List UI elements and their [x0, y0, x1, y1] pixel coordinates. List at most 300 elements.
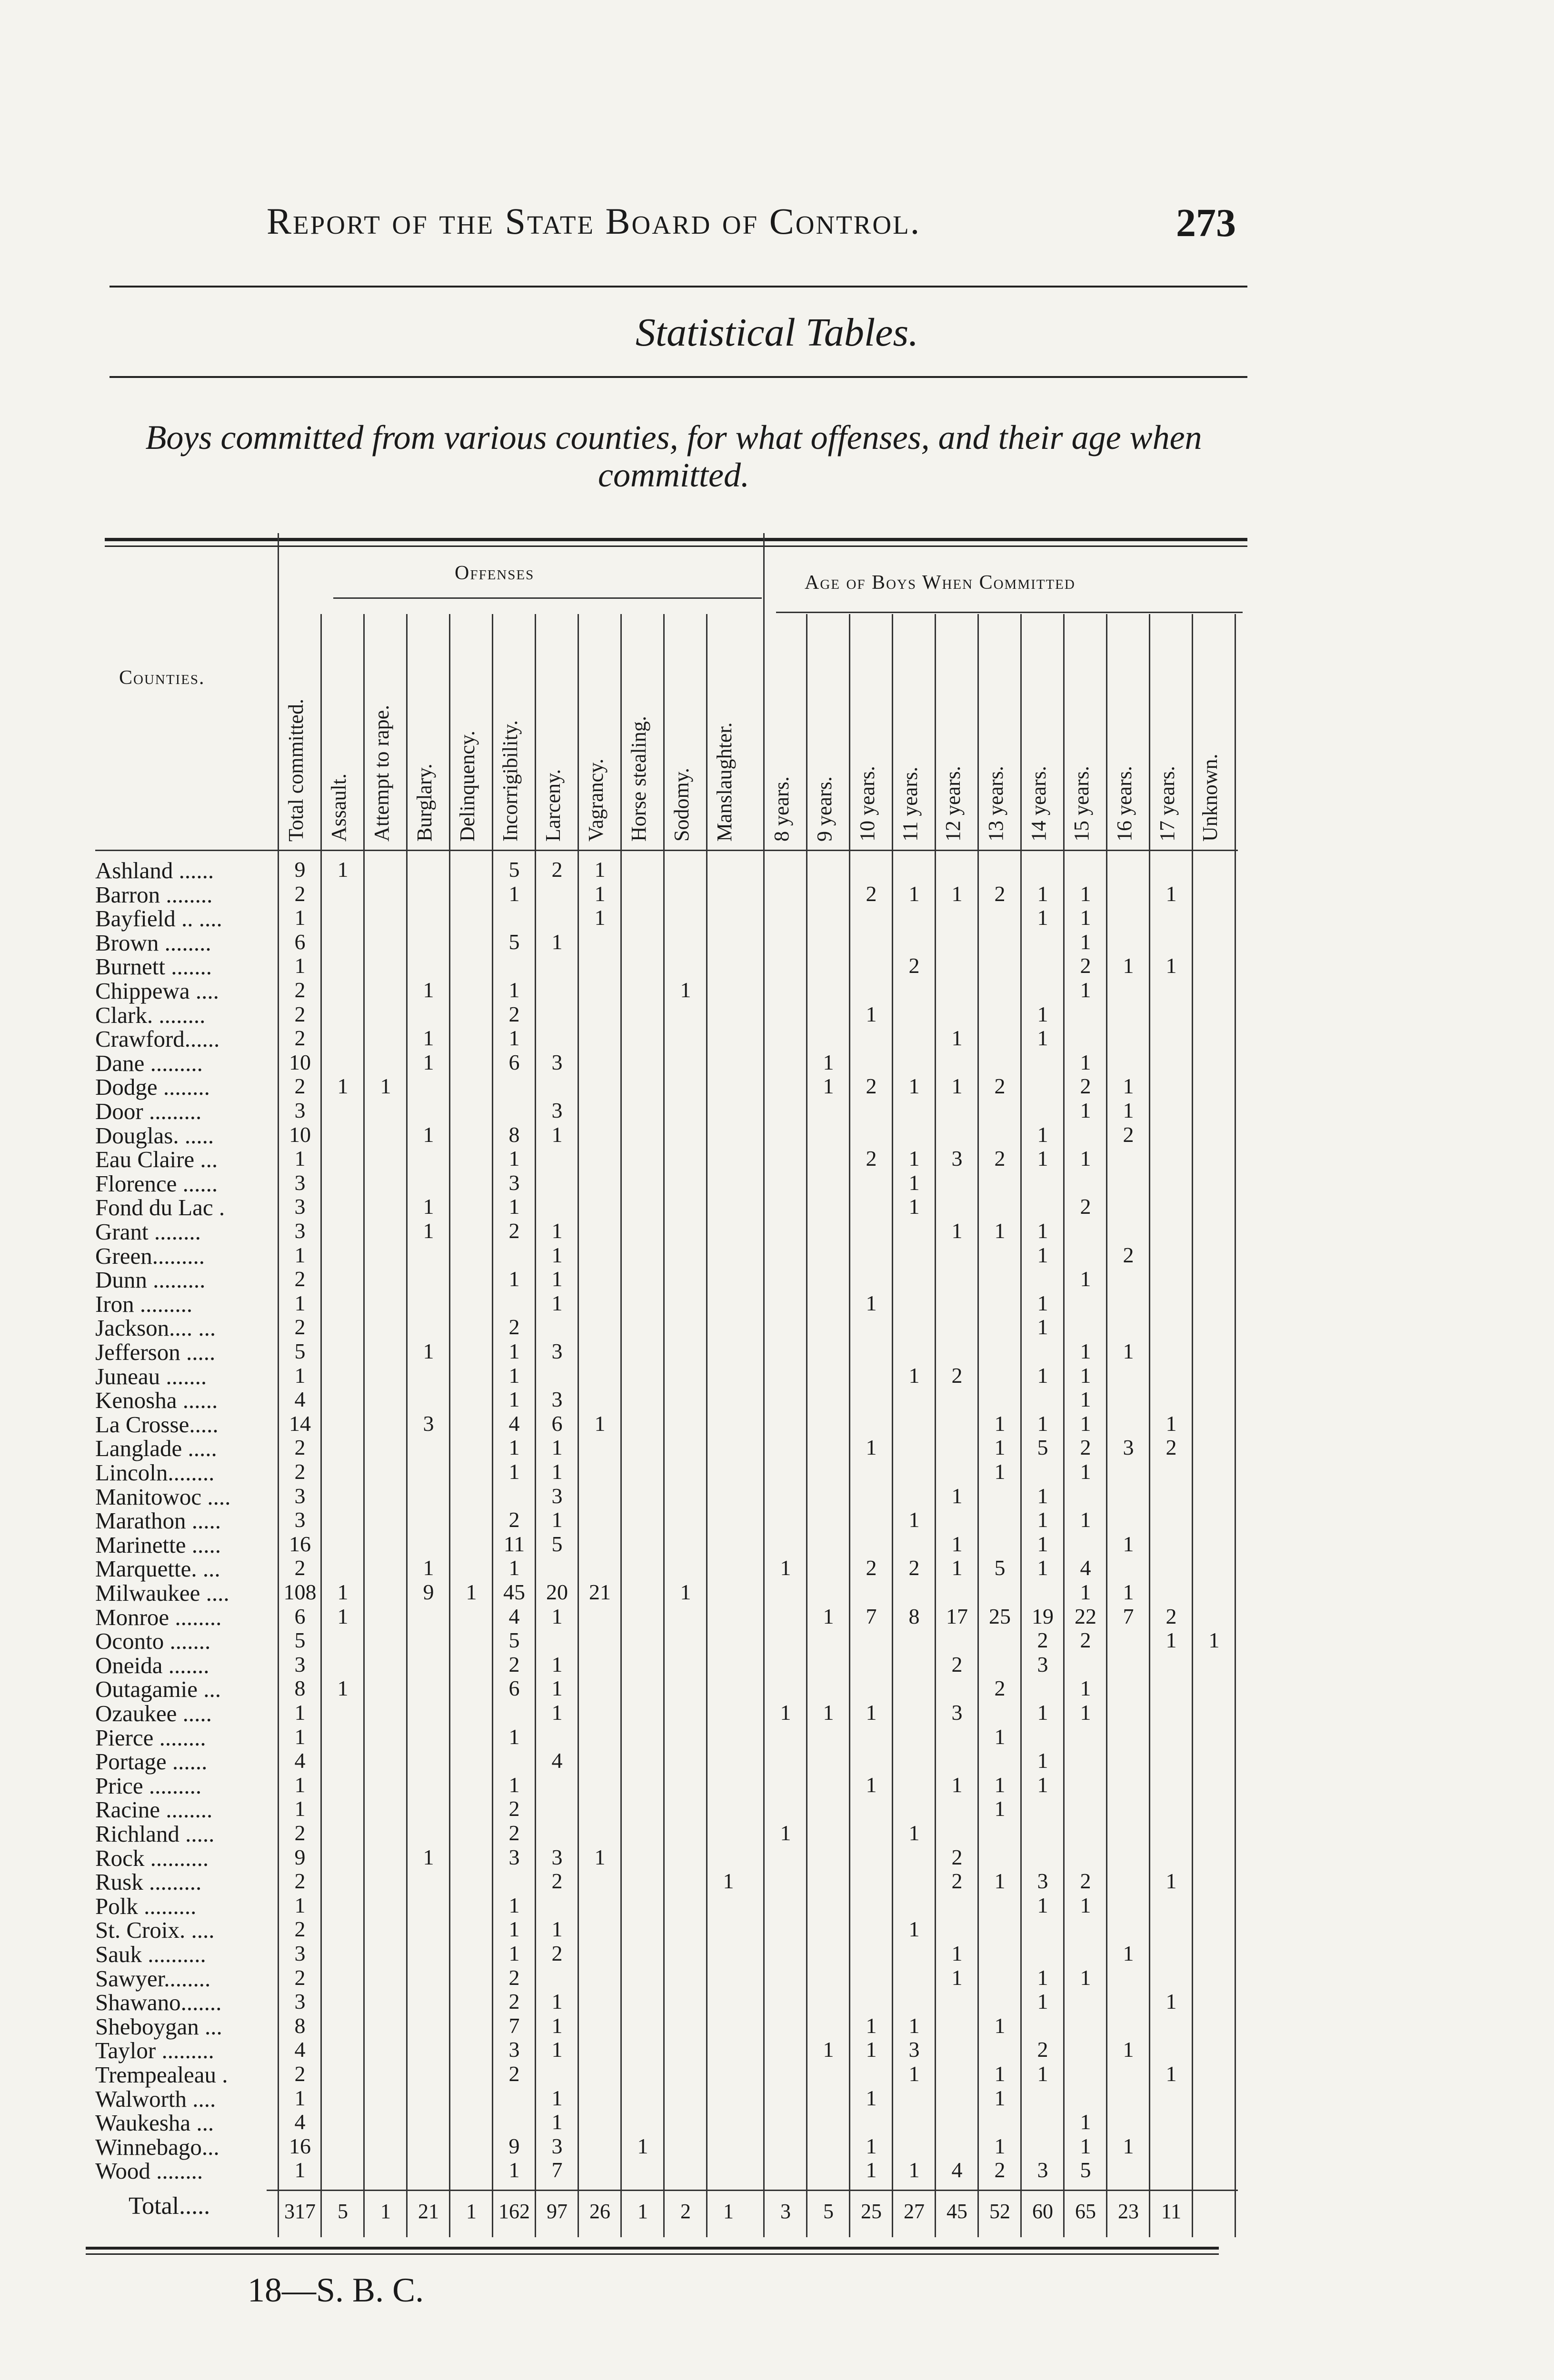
table-cell: 4	[294, 1748, 306, 1773]
county-name: Dane .........	[95, 1050, 203, 1076]
table-cell: 2	[994, 1074, 1006, 1099]
table-cell: 1	[1123, 953, 1134, 978]
table-cell: 5	[994, 1556, 1006, 1580]
table-cell: 6	[294, 929, 306, 954]
table-cell: 2	[1080, 1435, 1091, 1460]
county-name: Green.........	[95, 1242, 205, 1269]
column-rule	[663, 614, 665, 2237]
table-cell: 1	[1037, 1507, 1048, 1532]
county-name: Trempealeau .	[95, 2062, 228, 2088]
column-header-label: Incorrigibility.	[498, 720, 522, 842]
table-cell: 1	[594, 1411, 606, 1436]
total-cell: 25	[861, 2200, 882, 2223]
table-cell: 2	[294, 1917, 306, 1942]
table-cell: 1	[1037, 1363, 1048, 1388]
table-cell: 2	[294, 1965, 306, 1990]
table-cell: 1	[551, 2085, 563, 2110]
total-cell: 11	[1161, 2200, 1182, 2223]
county-name: Burnett .......	[95, 953, 212, 980]
table-cell: 1	[1037, 1483, 1048, 1508]
table-cell: 1	[866, 2085, 877, 2110]
table-cell: 2	[294, 1869, 306, 1894]
table-cell: 1	[1166, 953, 1177, 978]
table-cell: 6	[294, 1604, 306, 1628]
table-cell: 1	[1166, 2062, 1177, 2086]
table-cell: 1	[866, 1700, 877, 1725]
county-name: Richland .....	[95, 1821, 215, 1847]
table-cell: 1	[508, 1026, 520, 1051]
table-bottom-rule	[86, 2247, 1219, 2250]
table-cell: 1	[908, 1917, 920, 1942]
column-header-label: 13 years.	[984, 766, 1007, 842]
ages-group-header: Age of Boys When Committed	[805, 572, 1076, 594]
table-cell: 9	[294, 1844, 306, 1869]
total-cell: 1	[638, 2200, 648, 2223]
table-cell: 2	[866, 1074, 877, 1099]
table-cell: 2	[294, 881, 306, 906]
table-cell: 1	[508, 1917, 520, 1942]
table-cell: 2	[508, 1796, 520, 1821]
county-name: Jefferson .....	[95, 1339, 216, 1365]
column-rule	[849, 614, 850, 2237]
table-cell: 1	[908, 1821, 920, 1845]
table-cell: 1	[908, 1170, 920, 1195]
table-cell: 22	[1075, 1604, 1096, 1628]
table-cell: 1	[1080, 929, 1091, 954]
table-cell: 1	[508, 1267, 520, 1291]
table-cell: 2	[294, 2062, 306, 2086]
table-cell: 1	[594, 1844, 606, 1869]
table-cell: 1	[551, 1989, 563, 2014]
table-cell: 2	[508, 1507, 520, 1532]
table-cell: 3	[1037, 1652, 1048, 1676]
table-cell: 1	[508, 1339, 520, 1363]
table-cell: 1	[1037, 1748, 1048, 1773]
table-cell: 1	[508, 2158, 520, 2182]
table-cell: 2	[508, 1219, 520, 1243]
county-name: Barron ........	[95, 881, 213, 908]
table-cell: 1	[337, 1580, 349, 1604]
table-cell: 1	[551, 1242, 563, 1267]
table-cell: 1	[294, 953, 306, 978]
column-header-label: Total committed.	[284, 699, 308, 842]
table-cell: 1	[908, 1363, 920, 1388]
table-cell: 1	[866, 2133, 877, 2158]
county-name: Shawano.......	[95, 1989, 222, 2016]
table-cell: 1	[1080, 1411, 1091, 1436]
table-cell: 10	[289, 1050, 311, 1074]
table-cell: 1	[423, 1219, 434, 1243]
table-cell: 16	[289, 2133, 311, 2158]
column-header-label: 10 years.	[856, 766, 879, 842]
table-cell: 2	[908, 1556, 920, 1580]
table-cell: 1	[551, 1652, 563, 1676]
table-cell: 3	[294, 1941, 306, 1965]
table-cell: 1	[866, 1290, 877, 1315]
table-cell: 4	[294, 2037, 306, 2062]
table-cell: 2	[551, 857, 563, 882]
table-cell: 25	[989, 1604, 1011, 1628]
table-cell: 2	[294, 978, 306, 1002]
table-cell: 3	[294, 1170, 306, 1195]
column-header-label: Unknown.	[1198, 754, 1222, 842]
table-cell: 3	[551, 1387, 563, 1412]
county-name: Wood ........	[95, 2158, 203, 2184]
table-cell: 2	[551, 1869, 563, 1894]
county-name: Sauk ..........	[95, 1941, 206, 1967]
table-cell: 1	[294, 905, 306, 930]
table-cell: 5	[508, 929, 520, 954]
table-cell: 2	[1080, 1194, 1091, 1219]
table-cell: 1	[551, 1122, 563, 1147]
table-cell: 1	[1037, 1772, 1048, 1797]
table-cell: 1	[951, 1219, 963, 1243]
county-name: Taylor .........	[95, 2037, 214, 2064]
table-cell: 1	[508, 1941, 520, 1965]
table-cell: 2	[1080, 1628, 1091, 1653]
table-cell: 8	[294, 1676, 306, 1701]
table-cell: 2	[951, 1869, 963, 1894]
table-cell: 2	[294, 1821, 306, 1845]
table-cell: 1	[508, 1893, 520, 1917]
table-cell: 1	[780, 1821, 791, 1845]
table-cell: 1	[1037, 1893, 1048, 1917]
table-cell: 8	[908, 1604, 920, 1628]
table-cell: 2	[1037, 1628, 1048, 1653]
header-bottom-rule	[95, 850, 1238, 851]
table-cell: 2	[994, 1146, 1006, 1171]
table-cell: 1	[1037, 1002, 1048, 1026]
table-cell: 1	[1037, 1315, 1048, 1339]
county-name: St. Croix. ....	[95, 1917, 215, 1944]
table-cell: 1	[551, 1507, 563, 1532]
county-name: Chippewa ....	[95, 978, 219, 1004]
table-cell: 1	[1080, 1893, 1091, 1917]
table-cell: 1	[294, 2085, 306, 2110]
column-header-label: 16 years.	[1113, 766, 1136, 842]
table-cell: 1	[908, 1507, 920, 1532]
table-cell: 1	[551, 929, 563, 954]
table-cell: 1	[551, 1676, 563, 1701]
column-header-label: 8 years.	[770, 776, 793, 842]
column-header-label: Horse stealing.	[627, 716, 650, 842]
page-number: 273	[1176, 201, 1236, 245]
county-name: Iron .........	[95, 1290, 193, 1317]
county-name: Sawyer........	[95, 1965, 211, 1992]
table-cell: 1	[1123, 1531, 1134, 1556]
table-cell: 7	[1123, 1604, 1134, 1628]
table-cell: 4	[294, 1387, 306, 1412]
county-name: Ozaukee .....	[95, 1700, 212, 1726]
table-cell: 1	[994, 1459, 1006, 1484]
table-cell: 1	[508, 1363, 520, 1388]
total-cell: 23	[1118, 2200, 1139, 2223]
table-cell: 1	[1166, 1628, 1177, 1653]
table-cell: 1	[823, 1074, 834, 1099]
table-cell: 1	[423, 1050, 434, 1074]
table-cell: 1	[294, 1700, 306, 1725]
offenses-group-rule	[333, 597, 762, 599]
table-cell: 1	[551, 1435, 563, 1460]
column-rule	[892, 614, 893, 2237]
table-cell: 3	[1123, 1435, 1134, 1460]
table-cell: 6	[508, 1676, 520, 1701]
table-cell: 1	[908, 2013, 920, 2038]
table-cell: 1	[508, 881, 520, 906]
total-cell: 21	[418, 2200, 439, 2223]
table-cell: 1	[951, 1074, 963, 1099]
table-cell: 2	[508, 1989, 520, 2014]
county-name: Oneida .......	[95, 1652, 209, 1678]
table-cell: 2	[508, 2062, 520, 2086]
table-cell: 2	[1166, 1435, 1177, 1460]
table-cell: 1	[908, 1146, 920, 1171]
table-cell: 3	[908, 2037, 920, 2062]
total-cell: 97	[547, 2200, 568, 2223]
column-header-label: 9 years.	[813, 776, 836, 842]
table-cell: 2	[508, 1652, 520, 1676]
county-name: Rusk .........	[95, 1869, 202, 1895]
table-cell: 1	[294, 1893, 306, 1917]
table-cell: 7	[508, 2013, 520, 2038]
table-cell: 5	[551, 1531, 563, 1556]
table-cell: 1	[1037, 1411, 1048, 1436]
table-cell: 2	[951, 1363, 963, 1388]
county-name: Crawford......	[95, 1026, 220, 1052]
table-cell: 1	[1080, 1146, 1091, 1171]
table-cell: 1	[823, 1604, 834, 1628]
table-cell: 1	[294, 1290, 306, 1315]
table-cell: 2	[1080, 953, 1091, 978]
column-rule	[1235, 614, 1236, 2237]
total-label: Total.....	[129, 2192, 210, 2220]
table-cell: 1	[1037, 2062, 1048, 2086]
table-cell: 1	[866, 2158, 877, 2182]
table-cell: 3	[294, 1194, 306, 1219]
table-cell: 2	[1123, 1242, 1134, 1267]
table-cell: 3	[294, 1219, 306, 1243]
table-cell: 1	[551, 1219, 563, 1243]
table-cell: 1	[1166, 1411, 1177, 1436]
total-cell: 52	[989, 2200, 1010, 2223]
table-cell: 1	[780, 1556, 791, 1580]
table-cell: 2	[866, 1556, 877, 1580]
total-cell: 317	[284, 2200, 316, 2223]
table-cell: 1	[951, 1026, 963, 1051]
table-cell: 2	[866, 1146, 877, 1171]
table-cell: 1	[1123, 1098, 1134, 1122]
county-name: Jackson.... ...	[95, 1315, 216, 1341]
table-cell: 1	[866, 1772, 877, 1797]
table-cell: 14	[289, 1411, 311, 1436]
table-cell: 4	[551, 1748, 563, 1773]
table-cell: 1	[866, 1002, 877, 1026]
table-cell: 1	[1080, 1339, 1091, 1363]
county-name: Milwaukee ....	[95, 1580, 229, 1606]
column-header-label: 15 years.	[1070, 766, 1093, 842]
table-cell: 1	[1208, 1628, 1220, 1653]
table-cell: 1	[551, 1917, 563, 1942]
total-cell: 2	[680, 2200, 691, 2223]
table-cell: 6	[508, 1050, 520, 1074]
county-name: Juneau .......	[95, 1363, 207, 1389]
table-cell: 1	[294, 1724, 306, 1749]
table-cell: 1	[1037, 1556, 1048, 1580]
table-cell: 1	[1123, 1580, 1134, 1604]
county-name: Door .........	[95, 1098, 202, 1124]
table-cell: 1	[994, 1435, 1006, 1460]
table-cell: 2	[1037, 2037, 1048, 2062]
table-cell: 3	[551, 2133, 563, 2158]
table-cell: 2	[551, 1941, 563, 1965]
table-cell: 3	[294, 1989, 306, 2014]
table-cell: 2	[908, 953, 920, 978]
table-cell: 5	[294, 1628, 306, 1653]
table-cell: 5	[1037, 1435, 1048, 1460]
table-cell: 1	[1037, 1219, 1048, 1243]
table-cell: 1	[951, 1531, 963, 1556]
footer-signature: 18—S. B. C.	[248, 2271, 424, 2309]
column-rule	[763, 533, 765, 2237]
table-cell: 1	[1123, 1339, 1134, 1363]
table-cell: 21	[589, 1580, 611, 1604]
table-cell: 9	[294, 857, 306, 882]
table-cell: 1	[1080, 1363, 1091, 1388]
total-cell: 1	[380, 2200, 391, 2223]
table-cell: 1	[994, 2013, 1006, 2038]
column-header-label: 11 years.	[898, 766, 922, 842]
column-header-label: Sodomy.	[670, 768, 693, 842]
table-cell: 1	[294, 1796, 306, 1821]
table-cell: 2	[294, 1026, 306, 1051]
table-cell: 1	[908, 2158, 920, 2182]
table-cell: 1	[680, 978, 691, 1002]
table-cell: 2	[951, 1652, 963, 1676]
table-cell: 3	[1037, 1869, 1048, 1894]
table-cell: 1	[951, 1965, 963, 1990]
table-cell: 7	[551, 2158, 563, 2182]
county-name: Brown ........	[95, 929, 211, 956]
table-cell: 1	[294, 1363, 306, 1388]
table-cell: 2	[294, 1459, 306, 1484]
table-cell: 1	[994, 2085, 1006, 2110]
table-cell: 1	[551, 2037, 563, 2062]
table-cell: 1	[1080, 905, 1091, 930]
table-cell: 3	[508, 1844, 520, 1869]
total-cell: 27	[904, 2200, 925, 2223]
county-name: Lincoln........	[95, 1459, 215, 1486]
county-name: Racine ........	[95, 1796, 213, 1823]
table-cell: 1	[1037, 1965, 1048, 1990]
table-cell: 1	[1080, 1387, 1091, 1412]
table-cell: 1	[908, 1194, 920, 1219]
table-cell: 2	[508, 1002, 520, 1026]
section-title: Statistical Tables.	[635, 310, 919, 355]
table-cell: 1	[423, 1194, 434, 1219]
table-cell: 1	[337, 1676, 349, 1701]
county-name: Bayfield .. ....	[95, 905, 222, 932]
table-cell: 1	[380, 1074, 391, 1099]
table-cell: 1	[337, 1604, 349, 1628]
table-cell: 6	[551, 1411, 563, 1436]
county-name: Eau Claire ...	[95, 1146, 218, 1173]
table-cell: 1	[1037, 1122, 1048, 1147]
table-cell: 1	[1080, 1050, 1091, 1074]
county-name: Dunn .........	[95, 1267, 206, 1293]
county-name: Fond du Lac .	[95, 1194, 225, 1221]
table-cell: 1	[1037, 1290, 1048, 1315]
table-cell: 1	[866, 2037, 877, 2062]
table-cell: 1	[1080, 1676, 1091, 1701]
table-cell: 2	[294, 1267, 306, 1291]
county-name: Dodge ........	[95, 1074, 210, 1101]
total-cell: 1	[723, 2200, 734, 2223]
table-cell: 1	[866, 2013, 877, 2038]
county-name: Grant ........	[95, 1219, 201, 1245]
column-rule	[806, 614, 807, 2237]
total-cell: 5	[338, 2200, 348, 2223]
table-cell: 1	[508, 1146, 520, 1171]
table-cell: 11	[503, 1531, 525, 1556]
table-cell: 1	[1037, 1146, 1048, 1171]
table-cell: 1	[1037, 1026, 1048, 1051]
table-cell: 1	[508, 1459, 520, 1484]
table-cell: 1	[1080, 881, 1091, 906]
table-cell: 1	[423, 1844, 434, 1869]
table-cell: 3	[294, 1483, 306, 1508]
table-cell: 2	[1080, 1074, 1091, 1099]
table-cell: 2	[294, 1435, 306, 1460]
counties-column-header: Counties.	[119, 667, 205, 689]
county-name: Marinette .....	[95, 1531, 221, 1558]
county-name: Price .........	[95, 1772, 202, 1799]
column-header-label: Assault.	[327, 774, 350, 842]
table-cell: 1	[594, 881, 606, 906]
table-cell: 1	[1166, 1869, 1177, 1894]
table-cell: 1	[508, 1772, 520, 1797]
table-cell: 1	[508, 978, 520, 1002]
table-cell: 3	[1037, 2158, 1048, 2182]
table-cell: 4	[508, 1411, 520, 1436]
total-cell: 162	[498, 2200, 530, 2223]
table-cell: 1	[1037, 881, 1048, 906]
table-cell: 1	[1123, 1941, 1134, 1965]
table-cell: 1	[1123, 2037, 1134, 2062]
ages-group-rule	[776, 612, 1243, 613]
county-name: Manitowoc ....	[95, 1483, 231, 1510]
table-cell: 1	[1080, 1507, 1091, 1532]
table-cell: 1	[294, 1772, 306, 1797]
table-cell: 1	[1080, 1267, 1091, 1291]
table-cell: 1	[594, 905, 606, 930]
table-cell: 3	[951, 1146, 963, 1171]
table-cell: 1	[508, 1724, 520, 1749]
table-cell: 1	[594, 857, 606, 882]
table-cell: 1	[1123, 1074, 1134, 1099]
table-cell: 2	[508, 1315, 520, 1339]
county-name: Marquette. ...	[95, 1556, 220, 1582]
table-cell: 8	[294, 2013, 306, 2038]
table-cell: 1	[508, 1556, 520, 1580]
table-cell: 2	[294, 1315, 306, 1339]
table-cell: 1	[466, 1580, 477, 1604]
table-cell: 3	[423, 1411, 434, 1436]
table-cell: 1	[508, 1435, 520, 1460]
county-name: Walworth ....	[95, 2085, 216, 2112]
column-header-label: Burglary.	[413, 764, 436, 842]
table-cell: 2	[994, 1676, 1006, 1701]
table-cell: 1	[994, 1724, 1006, 1749]
